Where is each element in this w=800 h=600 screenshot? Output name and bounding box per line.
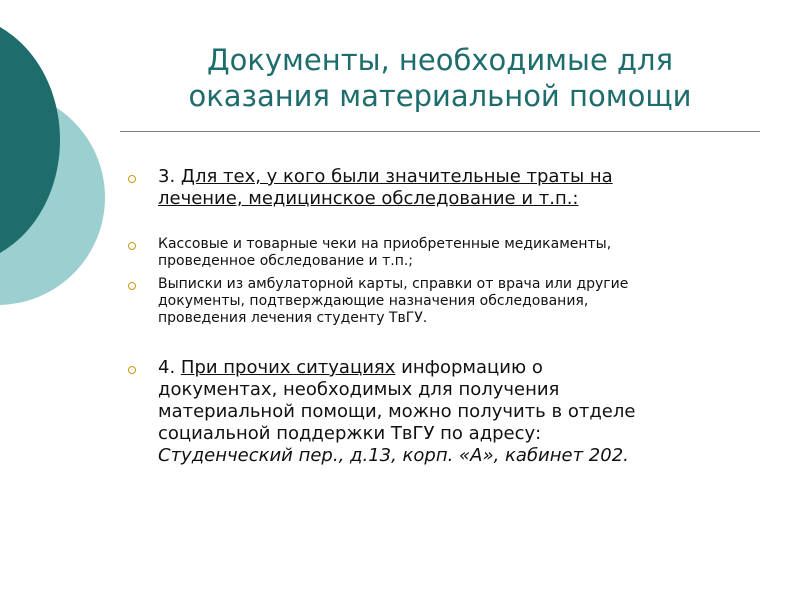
item-heading-underlined: Для тех, у кого были значительные траты на <box>180 166 613 187</box>
list-item-text: информацию о <box>395 357 543 378</box>
office-address: Студенческий пер., д.13, корп. «А», кабинет 202. <box>158 445 629 466</box>
list-item-line: документы, подтверждающие назначения обследования, <box>158 293 589 309</box>
list-item-line <box>158 166 768 188</box>
slide-title <box>120 42 760 114</box>
list-item-line: документах, необходимых для получения <box>158 379 560 400</box>
list-item-line: Выписки из амбулаторной карты, справки от врача или другие <box>158 276 629 292</box>
list-item-line <box>158 445 768 467</box>
bullet-circle-icon <box>128 282 136 290</box>
item-number: 4. <box>158 357 181 378</box>
list-item-line: проведенное обследование и т.п.; <box>158 253 414 269</box>
list-item-line <box>158 357 768 379</box>
item-number: 3. <box>158 166 181 187</box>
title-divider <box>120 131 760 132</box>
bullet-circle-icon <box>128 366 136 374</box>
bullet-circle-icon <box>128 242 136 250</box>
list-item-line: Кассовые и товарные чеки на приобретенные медикаменты, <box>158 236 612 252</box>
list-item-line: материальной помощи, можно получить в отделе <box>158 401 636 422</box>
item-heading-underlined: лечение, медицинское обследование и т.п.: <box>158 188 579 209</box>
list-item-medical-expenses <box>128 166 768 210</box>
slide-title-line-1: Документы, необходимые для <box>206 43 674 77</box>
list-item-medical-records <box>128 276 768 327</box>
list-item-receipts <box>128 236 768 270</box>
list-item-line: социальной поддержки ТвГУ по адресу: <box>158 423 542 444</box>
list-item-line <box>158 188 768 210</box>
slide-title-line-2: оказания материальной помощи <box>188 79 692 113</box>
bullet-circle-icon <box>128 175 136 183</box>
list-item-line: проведения лечения студенту ТвГУ. <box>158 310 428 326</box>
item-heading-underlined: При прочих ситуациях <box>180 357 396 378</box>
slide-content <box>128 166 768 467</box>
list-item-other-situations <box>128 357 768 467</box>
